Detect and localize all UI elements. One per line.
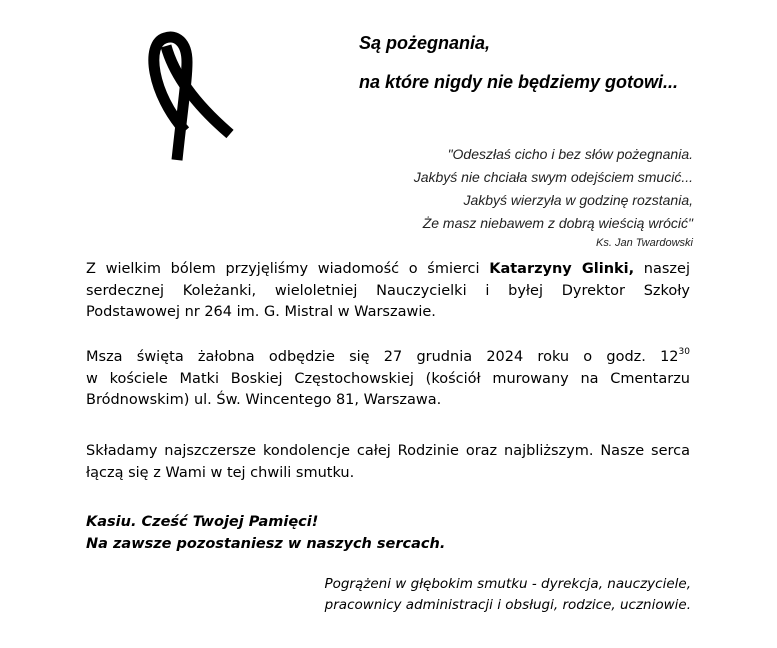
farewell-line: Na zawsze pozostaniesz w naszych sercach. (86, 536, 446, 552)
deceased-name: Katarzyny Glinki, (489, 261, 635, 277)
mourning-ribbon-icon (138, 28, 243, 168)
funeral-mass-paragraph (86, 347, 690, 412)
poem-author: Ks. Jan Twardowski (596, 237, 693, 249)
paragraph-line: serdecznej Koleżanki, wieloletniej Nauczycielki i byłej Dyrektor Szkoły (86, 282, 690, 299)
announcement-text: naszej (643, 261, 690, 277)
paragraph-line: w kościele Matki Boskiej Częstochowskiej (kościół murowany na Cmentarzu (86, 370, 690, 387)
death-announcement-paragraph (86, 259, 690, 324)
paragraph-line (86, 259, 690, 281)
paragraph-line: Bródnowskim) ul. Św. Wincentego 81, Warszawa. (86, 392, 442, 408)
poem-line: Jakbyś nie chciała swym odejściem smucić... (413, 169, 693, 185)
condolences-paragraph (86, 441, 690, 484)
farewell-line: Kasiu. Cześć Twojej Pamięci! (86, 514, 319, 530)
poem-line: Że masz niebawem z dobrą wieścią wrócić" (422, 215, 693, 231)
poem-quote (414, 143, 693, 250)
heading-line-1: Są pożegnania, (359, 33, 491, 53)
announcement-text: Z wielkim bólem przyjęliśmy wiadomość o śmierci (86, 261, 480, 277)
mass-date-text: Msza święta żałobna odbędzie się 27 grudnia 2024 roku o godz. 12 (86, 349, 679, 365)
poem-line: Jakbyś wierzyła w godzinę rozstania, (463, 192, 693, 208)
paragraph-line: Podstawowej nr 264 im. G. Mistral w Warszawie. (86, 304, 436, 320)
mass-time-minutes: 30 (678, 347, 690, 357)
farewell-message (86, 511, 445, 555)
signature (324, 574, 691, 616)
poem-line: "Odeszłaś cicho i bez słów pożegnania. (447, 146, 693, 162)
heading-line-2: na które nigdy nie będziemy gotowi... (359, 72, 679, 92)
paragraph-line: łączą się z Wami w tej chwili smutku. (86, 464, 355, 481)
paragraph-line (86, 347, 690, 369)
signature-line: pracownicy administracji i obsługi, rodzice, uczniowie. (324, 597, 691, 613)
paragraph-line: Składamy najszczersze kondolencje całej Rodzinie oraz najbliższym. Nasze serca (86, 443, 690, 459)
signature-line: Pogrążeni w głębokim smutku - dyrekcja, nauczyciele, (324, 576, 691, 592)
